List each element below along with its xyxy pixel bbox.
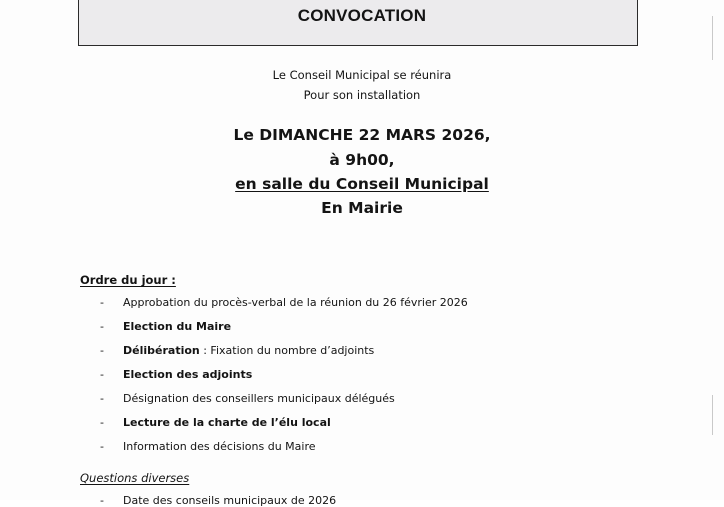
agenda-item-dash: - [100,440,104,453]
intro-line-2: Pour son installation [303,88,421,102]
scan-artifact-bottom [712,395,713,435]
agenda-item-rest-text: Désignation des conseillers municipaux délégués [123,392,395,405]
other-item-dash: - [100,494,104,507]
agenda-item-dash: - [100,296,104,309]
agenda-item-dash: - [100,368,104,381]
other-title: Questions diverses [80,471,190,485]
agenda-item-bold-text: Délibération [123,344,200,357]
agenda-item-bold-text: Election du Maire [123,320,232,333]
agenda-item-text [123,440,316,453]
agenda-item-text [123,320,231,333]
page-title: CONVOCATION [297,6,427,25]
agenda-item-rest-text: Approbation du procès-verbal de la réunion du 26 février 2026 [123,296,468,309]
agenda-item-text [123,296,468,309]
intro-line-1: Le Conseil Municipal se réunira [272,68,452,82]
agenda-item-dash: - [100,416,104,429]
agenda-item-dash: - [100,344,104,357]
meeting-place-text: en salle du Conseil Municipal [235,175,489,193]
meeting-time: à 9h00, [329,151,395,169]
agenda-title: Ordre du jour : [80,273,176,287]
scan-artifact-top [712,16,713,60]
meeting-place [0,175,724,193]
other-item [100,494,337,507]
agenda-item-dash: - [100,392,104,405]
agenda-item-text [123,344,374,357]
agenda-item-bold-text: Lecture de la charte de l’élu local [123,416,331,429]
other-item-text: Date des conseils municipaux de 2026 [123,494,337,507]
meeting-location: En Mairie [321,199,403,217]
agenda-item-rest-text: Information des décisions du Maire [123,440,316,453]
agenda-item-bold-text: Election des adjoints [123,368,253,381]
agenda-item-text [123,416,331,429]
agenda-item-text [123,392,395,405]
agenda-item-text [123,368,252,381]
meeting-date: Le DIMANCHE 22 MARS 2026, [233,126,491,144]
agenda-item-dash: - [100,320,104,333]
agenda-item-rest-text: : Fixation du nombre d’adjoints [199,344,375,357]
